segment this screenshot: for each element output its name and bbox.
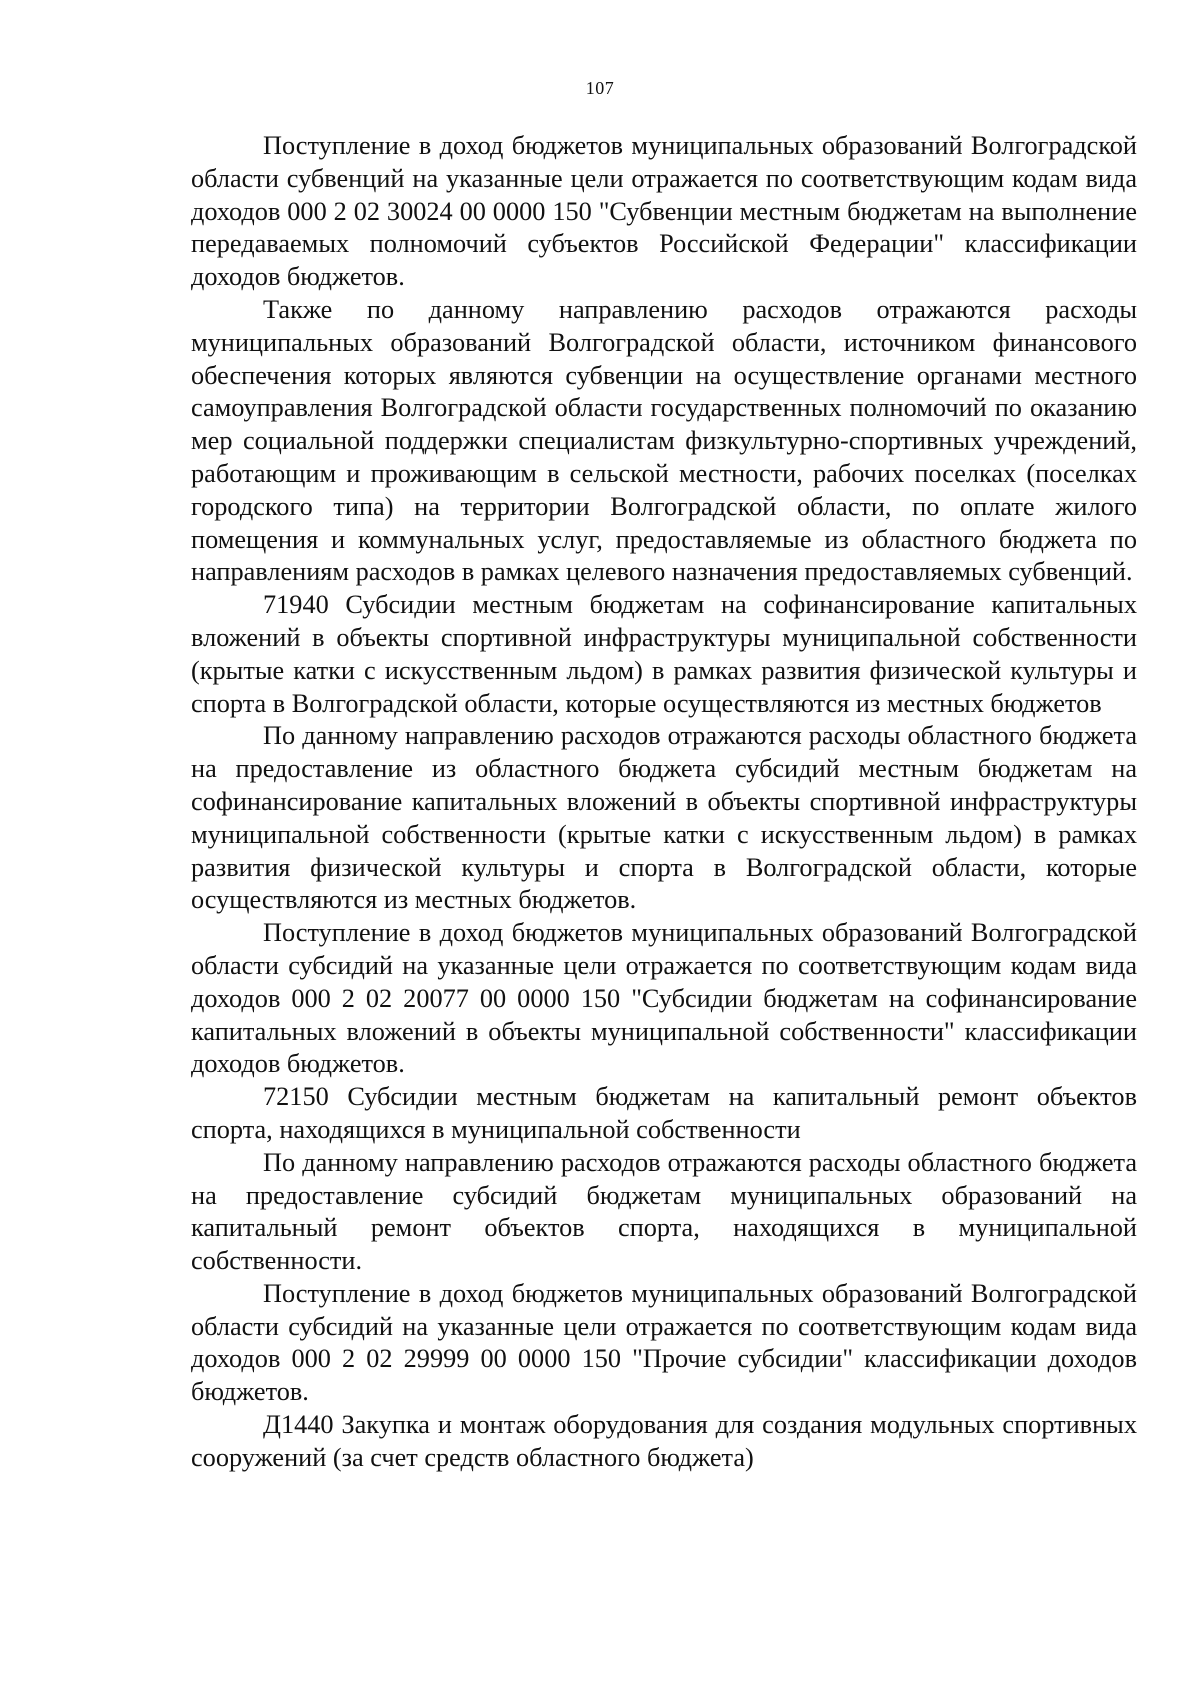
document-body	[191, 130, 1137, 1475]
paragraph-income-subsidies-20077: Поступление в доход бюджетов муниципальных образований Волгоградской области субсидий на указанные цели отражается по соответствующим кодам вида доходов 000 2 02 20077 00 0000 150 "Субсидии бюджетам на софинансирование капитальных вложений в объекты муниципальной собственности" классификации доходов бюджетов.	[191, 918, 1137, 1079]
paragraph-code-71940-description: По данному направлению расходов отражаются расходы областного бюджета на предоставление из областного бюджета субсидий местным бюджетам на софинансирование капитальных вложений в объекты спортивной инфраструктуры муниципальной собственности (крытые катки с искусственным льдом) в рамках развития физической культуры и спорта в Волгоградской области, которые осуществляются из местных бюджетов.	[191, 721, 1137, 915]
paragraph-income-subventions: Поступление в доход бюджетов муниципальных образований Волгоградской области субвенций на указанные цели отражается по соответствующим кодам вида доходов 000 2 02 30024 00 0000 150 "Субвенции местным бюджетам на выполнение передаваемых полномочий субъектов Российской Федерации" классификации доходов бюджетов.	[191, 131, 1137, 292]
page-number: 107	[585, 78, 615, 98]
paragraph-code-71940-heading: 71940 Субсидии местным бюджетам на софинансирование капитальных вложений в объекты спортивной инфраструктуры муниципальной собственности (крытые катки с искусственным льдом) в рамках развития физической культуры и спорта в Волгоградской области, которые осуществляются из местных бюджетов	[191, 590, 1137, 718]
paragraph-code-d1440-heading: Д1440 Закупка и монтаж оборудования для создания модульных спортивных сооружений (за счет средств областного бюджета)	[191, 1410, 1137, 1472]
paragraph-code-72150-heading: 72150 Субсидии местным бюджетам на капитальный ремонт объектов спорта, находящихся в муниципальной собственности	[191, 1082, 1137, 1144]
paragraph-code-72150-description: По данному направлению расходов отражаются расходы областного бюджета на предоставление субсидий бюджетам муниципальных образований на капитальный ремонт объектов спорта, находящихся в муниципальной собственности.	[191, 1147, 1137, 1276]
paragraph-social-support-expenses: Также по данному направлению расходов отражаются расходы муниципальных образований Волгоградской области, источником финансового обеспечения которых являются субвенции на осуществление органами местного самоуправления Волгоградской области государственных полномочий по оказанию мер социальной поддержки специалистам физкультурно-спортивных учреждений, работающим и проживающим в сельской местности, рабочих поселках (поселках городского типа) на территории Волгоградской области, по оплате жилого помещения и коммунальных услуг, предоставляемые из областного бюджета по направлениям расходов в рамках целевого назначения предоставляемых субвенций.	[191, 294, 1137, 587]
paragraph-income-subsidies-29999: Поступление в доход бюджетов муниципальных образований Волгоградской области субсидий на указанные цели отражается по соответствующим кодам вида доходов 000 2 02 29999 00 0000 150 "Прочие субсидии" классификации доходов бюджетов.	[191, 1278, 1137, 1407]
